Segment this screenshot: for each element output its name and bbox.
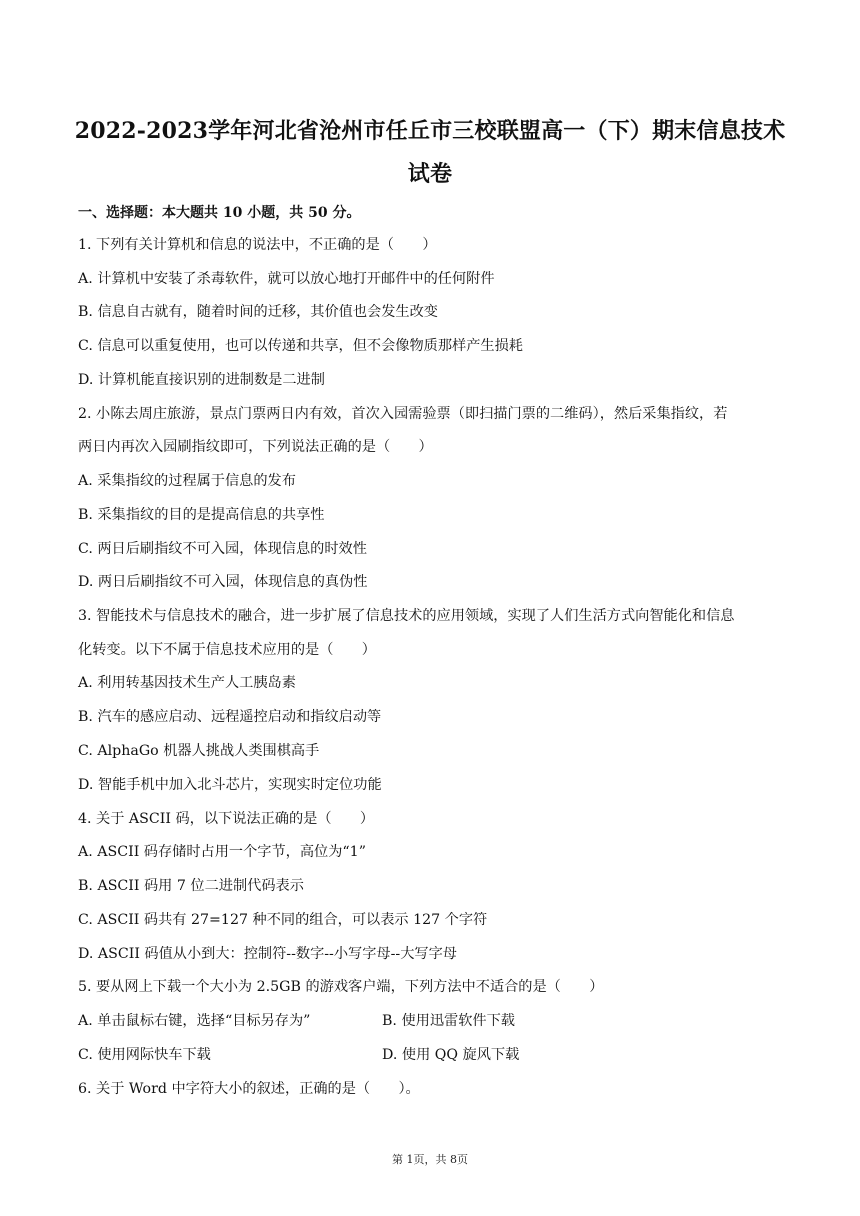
question-5-option-d: D. 使用 QQ 旋风下载: [382, 1047, 520, 1063]
question-5-option-a: A. 单击鼠标右键，选择“目标另存为”: [78, 1013, 311, 1029]
question-5-option-b: B. 使用迅雷软件下载: [382, 1013, 515, 1029]
question-4-option-c: C. ASCII 码共有 27=127 种不同的组合，可以表示 127 个字符: [78, 912, 488, 928]
question-4-stem: 4. 关于 ASCII 码，以下说法正确的是（ ）: [78, 811, 375, 827]
question-4-option-d: D. ASCII 码值从小到大：控制符--数字--小写字母--大写字母: [78, 946, 457, 962]
question-1-option-a: A. 计算机中安装了杀毒软件，就可以放心地打开邮件中的任何附件: [78, 271, 495, 287]
section-heading: 一、选择题：本大题共 10 小题，共 50 分。: [78, 205, 361, 221]
question-3-stem-line-2: 化转变。以下不属于信息技术应用的是（ ）: [78, 642, 376, 658]
page-footer: 第 1页，共 8页: [392, 1153, 468, 1166]
question-2-stem-line-1: 2. 小陈去周庄旅游，景点门票两日内有效，首次入园需验票（即扫描门票的二维码），然后采集指纹，若: [78, 406, 728, 422]
exam-title-line-1: 2022-2023学年河北省沧州市任丘市三校联盟高一（下）期末信息技术: [74, 118, 786, 144]
question-1-stem: 1. 下列有关计算机和信息的说法中，不正确的是（ ）: [78, 237, 437, 253]
question-2-option-c: C. 两日后刷指纹不可入园，体现信息的时效性: [78, 541, 367, 557]
question-2-option-b: B. 采集指纹的目的是提高信息的共享性: [78, 507, 325, 523]
question-1-option-c: C. 信息可以重复使用，也可以传递和共享，但不会像物质那样产生损耗: [78, 338, 523, 354]
question-3-stem-line-1: 3. 智能技术与信息技术的融合，进一步扩展了信息技术的应用领域，实现了人们生活方式向智能化和信息: [78, 608, 735, 624]
question-5-stem: 5. 要从网上下载一个大小为 2.5GB 的游戏客户端，下列方法中不适合的是（ ）: [78, 979, 604, 995]
question-3-option-b: B. 汽车的感应启动、远程遥控启动和指纹启动等: [78, 709, 382, 725]
question-2-stem-line-2: 两日内再次入园刷指纹即可，下列说法正确的是（ ）: [78, 439, 433, 455]
question-1-option-b: B. 信息自古就有，随着时间的迁移，其价值也会发生改变: [78, 304, 438, 320]
question-4-option-b: B. ASCII 码用 7 位二进制代码表示: [78, 878, 304, 894]
question-3-option-a: A. 利用转基因技术生产人工胰岛素: [78, 675, 296, 691]
question-2-option-d: D. 两日后刷指纹不可入园，体现信息的真伪性: [78, 574, 368, 590]
question-3-option-c: C. AlphaGo 机器人挑战人类围棋高手: [78, 743, 320, 759]
question-4-option-a: A. ASCII 码存储时占用一个字节，高位为“1”: [78, 844, 366, 860]
question-6-stem: 6. 关于 Word 中字符大小的叙述，正确的是（ ）。: [78, 1081, 420, 1097]
question-1-option-d: D. 计算机能直接识别的进制数是二进制: [78, 372, 325, 388]
question-5-option-c: C. 使用网际快车下载: [78, 1047, 211, 1063]
question-3-option-d: D. 智能手机中加入北斗芯片，实现实时定位功能: [78, 777, 382, 793]
exam-title-line-2: 试卷: [407, 161, 453, 187]
question-2-option-a: A. 采集指纹的过程属于信息的发布: [78, 473, 296, 489]
